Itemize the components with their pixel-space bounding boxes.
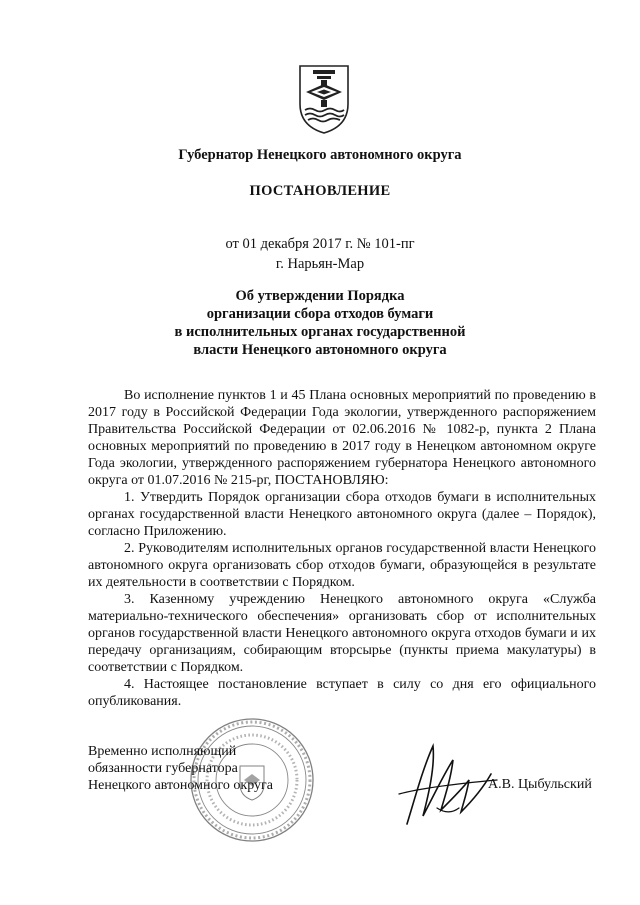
signatory-line: обязанности губернатора <box>88 761 238 776</box>
signatory-line: Ненецкого автономного округа <box>88 778 273 793</box>
date-block <box>0 234 640 274</box>
item-paragraph-2: 2. Руководителям исполнительных органов государственной власти Ненецкого автономного округа организовать сбор отходов бумаги, образующейся в результате их деятельности в соответствии с Порядком. <box>88 541 596 590</box>
handwritten-signature-icon <box>393 738 503 828</box>
subject-line: Об утверждении Порядка <box>235 288 405 304</box>
item-paragraph-4: 4. Настоящее постановление вступает в силу со дня его официального опубликования. <box>88 677 596 709</box>
issuing-authority: Губернатор Ненецкого автономного округа <box>178 147 462 163</box>
coat-of-arms-icon <box>296 60 352 136</box>
signatory-name: А.В. Цыбульский <box>488 777 592 792</box>
document-type: ПОСТАНОВЛЕНИЕ <box>249 183 391 199</box>
subject-title <box>0 287 640 359</box>
subject-line: организации сбора отходов бумаги <box>206 306 434 322</box>
date-number: от 01 декабря 2017 г. № 101-пг <box>225 236 415 252</box>
item-paragraph-3: 3. Казенному учреждению Ненецкого автономного округа «Служба материально-технического обеспечения» организовать сбор от исполнительных органов государственной власти Ненецкого автономного округа отходов бумаги и их передачу организациям, собирающим вторсырье (пункты приема макулатуры) в соответствии с Порядком. <box>88 592 596 675</box>
subject-line: в исполнительных органах государственной <box>174 324 466 340</box>
preamble-paragraph: Во исполнение пунктов 1 и 45 Плана основных мероприятий по проведению в 2017 году в Российской Федерации Года экологии, утвержденного распоряжением Правительства Российской Федерации от 02.06.2016 № 1082-р, пункта 2 Плана основных мероприятий по проведению в 2017 году в Ненецком автономном округе Года экологии, утвержденного распоряжением губернатора Ненецкого автономного округа от 01.07.2016 № 215-рг, ПОСТАНОВЛЯЮ: <box>88 388 596 488</box>
document-body <box>88 387 596 710</box>
signatory-line: Временно исполняющий <box>88 744 237 759</box>
subject-line: власти Ненецкого автономного округа <box>193 342 447 358</box>
item-paragraph-1: 1. Утвердить Порядок организации сбора отходов бумаги в исполнительных органах государственной власти Ненецкого автономного округа (далее – Порядок), согласно Приложению. <box>88 490 596 539</box>
signatory-title <box>88 743 273 794</box>
city: г. Нарьян-Мар <box>275 256 365 272</box>
